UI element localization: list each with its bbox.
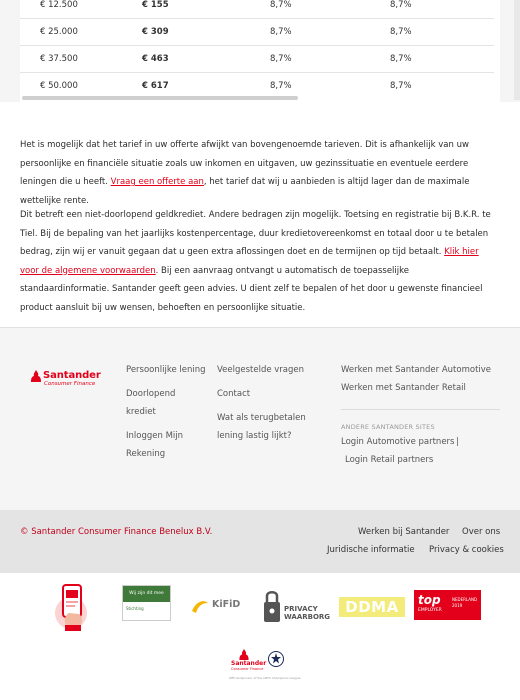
terms-paragraph: Dit betreft een niet-doorlopend geldkrediet. Andere bedragen zijn mogelijk. Toetsing en registratie bij B.K.R. te Tiel. Bij de bepaling van het jaarlijks kostenpercentage, duur kredietovereenkomst en totaal door u te betalen bedrag, zijn wij er vanuit gegaan dat u geen extra aflossingen doet en de termijnen op tijd betaalt. Klik hier voor de algemene voorwaarden. Bij een aanvraag ontvangt u automatisch de toepasselijke standaardinformatie. Santander geeft geen advies. U dient zelf te bepalen of het door u gewenste financieel product aansluit bij uw wensen, behoeften en persoonlijke situatie. xyxy=(20,210,491,313)
info-section xyxy=(0,102,520,328)
contact-link[interactable]: Contact xyxy=(217,389,251,399)
ddma-badge[interactable]: DDMA xyxy=(339,597,405,617)
rate-cell: 8,7% xyxy=(390,27,412,37)
rate-cell: 8,7% xyxy=(390,81,412,91)
general-terms-link[interactable]: Klik hier voor de algemene voorwaarden xyxy=(20,247,479,276)
monthly-cell: € 463 xyxy=(142,54,169,64)
trust-badges xyxy=(0,573,520,700)
rate-cell: 8,7% xyxy=(270,27,292,37)
rate-cell: 8,7% xyxy=(390,54,412,64)
amount-cell: € 37.500 xyxy=(40,54,78,64)
top-employer-badge[interactable]: top EMPLOYER NEDERLAND 2019 xyxy=(414,590,481,620)
amount-cell: € 25.000 xyxy=(40,27,78,37)
foundation-badge[interactable]: Wij zijn dit mee Stichting xyxy=(122,585,171,621)
automotive-partner-link[interactable]: Werken met Santander Automotive xyxy=(341,365,492,375)
login-automotive-link[interactable]: Login Automotive partners xyxy=(341,437,455,447)
table-row xyxy=(20,0,494,19)
copyright-text: © Santander Consumer Finance Benelux B.V. xyxy=(20,527,213,537)
rate-cell: 8,7% xyxy=(270,54,292,64)
horizontal-scrollbar[interactable] xyxy=(22,96,298,100)
repayment-difficulty-link[interactable]: Wat als terugbetalen lening lastig lijkt? xyxy=(217,413,306,441)
privacy-cookies-link[interactable]: Privacy & cookies xyxy=(429,545,504,555)
flame-icon xyxy=(239,649,249,660)
logo-wordmark: Santander xyxy=(43,370,101,381)
rates-table xyxy=(20,0,500,102)
rate-cell: 8,7% xyxy=(270,0,292,10)
kifid-badge[interactable]: KiFiD xyxy=(190,595,250,619)
table-row xyxy=(20,46,494,73)
jobs-link[interactable]: Werken bij Santander xyxy=(358,527,450,537)
login-account-link[interactable]: Inloggen Mijn Rekening xyxy=(126,431,184,459)
rate-cell: 8,7% xyxy=(390,0,412,10)
link-separator: | xyxy=(456,437,459,447)
kifid-swoosh-icon xyxy=(190,597,210,617)
flame-icon xyxy=(31,370,41,382)
logo-subtitle: Consumer Finance xyxy=(44,381,96,387)
copyright-bar xyxy=(0,510,520,573)
personal-loan-link[interactable]: Persoonlijke lening xyxy=(126,365,206,375)
monthly-cell: € 155 xyxy=(142,0,169,10)
footer-products-column xyxy=(126,361,206,463)
padlock-icon xyxy=(263,588,281,624)
starball-icon xyxy=(267,650,285,668)
champions-league-sponsor-badge[interactable]: Santander Consumer Finance Official Sponsor of the UEFA Champions League xyxy=(229,648,291,682)
privacy-waarborg-badge[interactable]: PRIVACY WAARBORG xyxy=(263,588,333,624)
vertical-scrollbar[interactable] xyxy=(514,0,520,100)
request-offer-link[interactable]: Vraag een offerte aan xyxy=(110,177,204,187)
phone-app-icon[interactable] xyxy=(55,583,91,633)
revolving-credit-link[interactable]: Doorlopend krediet xyxy=(126,389,176,417)
footer-partners-column xyxy=(341,361,501,397)
rate-cell: 8,7% xyxy=(270,81,292,91)
monthly-cell: € 617 xyxy=(142,81,169,91)
faq-link[interactable]: Veelgestelde vragen xyxy=(217,365,305,375)
other-sites-heading: ANDERE SANTANDER SITES xyxy=(341,423,435,431)
about-link[interactable]: Over ons xyxy=(462,527,501,537)
offer-paragraph: Het is mogelijk dat het tarief in uw offerte afwijkt van bovengenoemde tarieven. Dit is afhankelijk van uw persoonlijke en financiële situatie zoals uw inkomen en uitgaven, uw gezinssituatie en eventuele eerdere leningen die u heeft. Vraag een offerte aan, het tarief dat wij u aanbieden is altijd lager dan de maximale wettelijke rente. xyxy=(20,140,470,206)
santander-logo[interactable] xyxy=(31,369,121,391)
retail-partner-link[interactable]: Werken met Santander Retail xyxy=(341,383,466,393)
login-retail-link[interactable]: Login Retail partners xyxy=(345,455,434,465)
table-row xyxy=(20,19,494,46)
monthly-cell: € 309 xyxy=(142,27,169,37)
footer-help-column xyxy=(217,361,322,445)
legal-link[interactable]: Juridische informatie xyxy=(327,545,415,555)
amount-cell: € 50.000 xyxy=(40,81,78,91)
footer-divider xyxy=(341,409,500,410)
amount-cell: € 12.500 xyxy=(40,0,78,10)
